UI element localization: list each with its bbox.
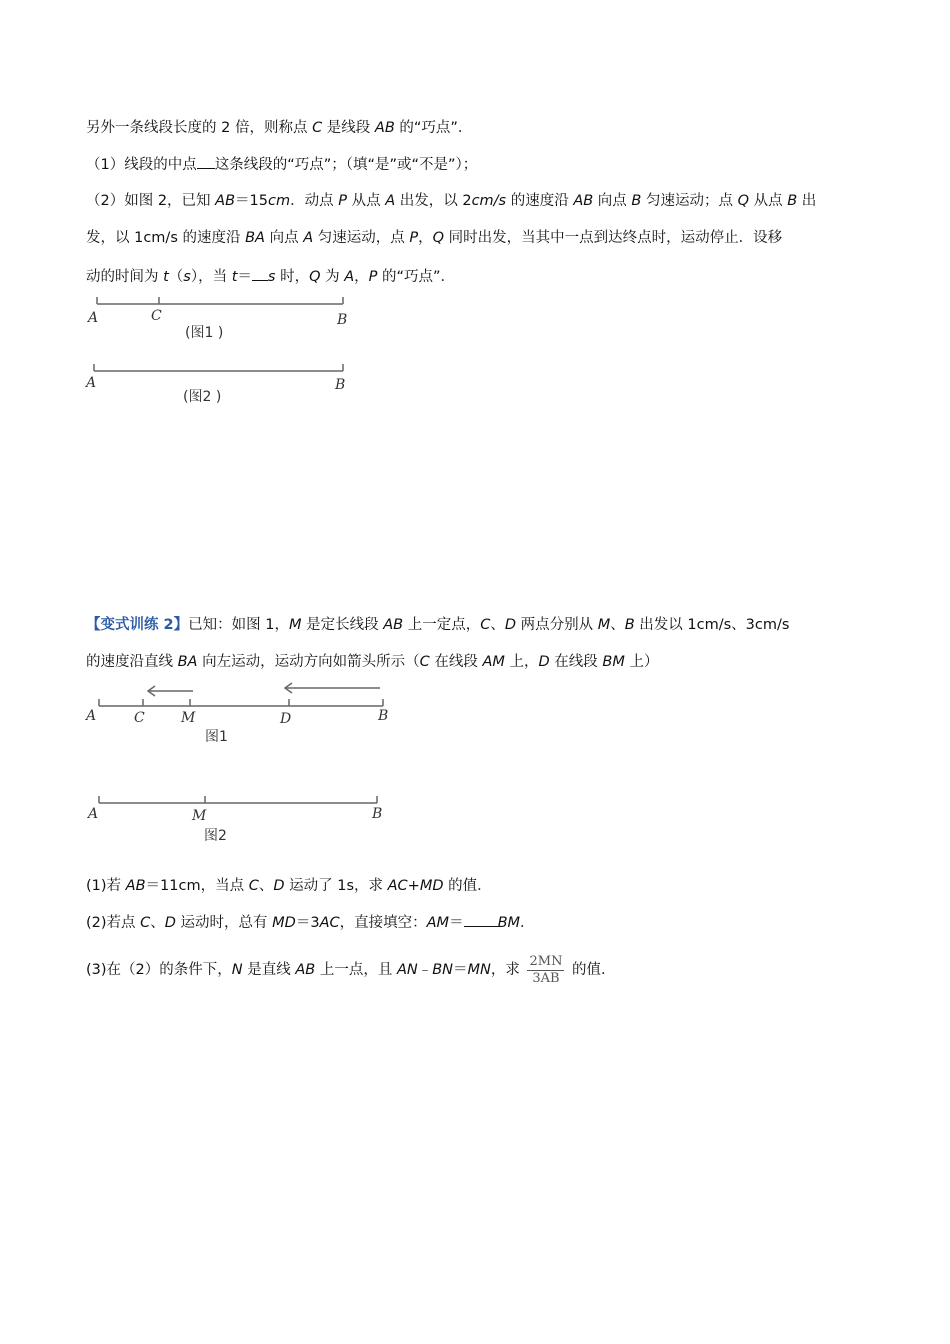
text: 的值． [443, 878, 492, 894]
label-b: B [372, 806, 383, 822]
label-m: M [192, 808, 207, 824]
text: 在线段 [429, 654, 483, 670]
text: (3)在（2）的条件下， [86, 962, 232, 978]
label-b: B [378, 708, 389, 724]
text: C [312, 120, 323, 136]
text: 运动时，总有 [175, 915, 273, 931]
text: ，直接填空： [339, 915, 427, 931]
text: cm/s [471, 193, 507, 209]
label-a: A [86, 375, 97, 391]
text: 已知：如图 1， [188, 617, 289, 633]
text: MD [419, 878, 444, 894]
text: s [183, 269, 191, 285]
text: B [787, 193, 798, 209]
text: A [303, 230, 314, 246]
text: （ [168, 269, 184, 285]
text: ， [418, 230, 433, 246]
text: ． [520, 915, 535, 931]
text: 从点 [749, 193, 788, 209]
text: + [407, 878, 420, 894]
text: AM [426, 915, 450, 931]
text: A [385, 193, 396, 209]
figure-caption: (图1 ) [185, 325, 224, 341]
exercise-heading-line [86, 615, 789, 635]
label-a: A [88, 806, 99, 822]
figure-1-bottom [99, 683, 383, 706]
text: ＝11cm，当点 [145, 878, 249, 894]
text: 上一定点， [403, 617, 481, 633]
label-c: C [151, 308, 162, 324]
text: D [504, 617, 516, 633]
label-b: B [335, 377, 346, 393]
text: P [338, 193, 347, 209]
text: 、 [490, 617, 505, 633]
text: 在线段 [549, 654, 603, 670]
fraction-numerator: 2MN [529, 953, 563, 969]
figure-caption: (图2 ) [183, 389, 222, 405]
text: AC [387, 878, 408, 894]
text: （1）线段的中点 [86, 157, 197, 173]
text: 是线段 [322, 120, 375, 136]
text: ．动点 [290, 193, 339, 209]
text: C [419, 654, 430, 670]
text: 匀速运动；点 [641, 193, 738, 209]
text: BM [497, 915, 521, 931]
text: ＝ [449, 915, 464, 931]
text: MD [272, 915, 296, 931]
text: C [140, 915, 151, 931]
text: 、 [610, 617, 625, 633]
text: AB [125, 878, 146, 894]
text: 同时出发，当其中一点到达终点时，运动停止．设移 [444, 230, 783, 246]
text: AN [396, 962, 418, 978]
label-a: A [88, 310, 99, 326]
text: 的速度沿 [506, 193, 574, 209]
text: B [624, 617, 635, 633]
text: （2）如图 2，已知 [86, 193, 216, 209]
text: MN [467, 962, 491, 978]
text: 上） [624, 654, 659, 670]
text: 上， [504, 654, 539, 670]
text: D [164, 915, 176, 931]
text: A [344, 269, 355, 285]
text: 向左运动，运动方向如箭头所示（ [197, 654, 420, 670]
text: AB [573, 193, 594, 209]
text: t [231, 269, 238, 285]
text: D [273, 878, 285, 894]
text: 为 [320, 269, 345, 285]
text: 的值． [567, 962, 616, 978]
text: AC [319, 915, 340, 931]
text: 的速度沿直线 [86, 654, 178, 670]
text: ＝ [237, 269, 252, 285]
text: BM [602, 654, 625, 670]
text: C [248, 878, 259, 894]
text: (2)若点 [86, 915, 141, 931]
text: BA [177, 654, 198, 670]
fraction-denominator: 3AB [532, 970, 560, 986]
label-c: C [134, 710, 145, 726]
text: 向点 [593, 193, 632, 209]
exercise-title: 【变式训练 2】 [86, 617, 189, 633]
text: Q [309, 269, 321, 285]
question-1 [86, 876, 492, 896]
question-3 [86, 952, 616, 988]
figure-2-top [94, 364, 343, 371]
text: ＝ [453, 962, 468, 978]
text: s [267, 269, 276, 285]
text: 是定长线段 [301, 617, 384, 633]
text: 从点 [346, 193, 386, 209]
text-line [86, 652, 658, 672]
text: 匀速运动，点 [313, 230, 410, 246]
text: 、 [258, 878, 274, 894]
text: 运动了 1s，求 [284, 878, 388, 894]
text: AB [374, 120, 395, 136]
text: AB [383, 617, 404, 633]
text: ， [354, 269, 369, 285]
text: 出 [797, 193, 817, 209]
text: (1)若 [86, 878, 126, 894]
text: 是直线 [242, 962, 296, 978]
answer-blank[interactable] [464, 912, 498, 927]
text: 动的时间为 [86, 269, 164, 285]
label-m: M [181, 710, 196, 726]
text: 发，以 1cm/s 的速度沿 [86, 230, 246, 246]
text: Q [737, 193, 750, 209]
text: ﹣ [417, 962, 433, 978]
text: t [163, 269, 169, 285]
text: BN [432, 962, 454, 978]
text: AB [295, 962, 316, 978]
text: 时， [275, 269, 310, 285]
text: 出发以 1cm/s、3cm/s [634, 617, 790, 633]
label-b: B [337, 312, 348, 328]
text: ＝3 [295, 915, 320, 931]
text: 的“巧点”． [377, 269, 456, 285]
figure-caption: 图2 [204, 828, 227, 844]
text: 另外一条线段长度的 2 倍，则称点 [86, 120, 313, 136]
text: ＝15 [235, 193, 268, 209]
text: 向点 [264, 230, 304, 246]
text: P [409, 230, 419, 246]
text: N [231, 962, 243, 978]
text: 出发，以 2 [395, 193, 472, 209]
label-d: D [280, 711, 292, 727]
text: 的“巧点”． [394, 120, 473, 136]
text: M [597, 617, 611, 633]
label-a: A [86, 708, 97, 724]
text: AB [215, 193, 236, 209]
text: 、 [150, 915, 165, 931]
text: B [631, 193, 642, 209]
text: cm [268, 193, 291, 209]
text: M [288, 617, 302, 633]
fraction [527, 954, 564, 987]
figure-2-bottom [99, 796, 377, 803]
text: D [538, 654, 550, 670]
text: 两点分别从 [516, 617, 598, 633]
text: P [368, 269, 378, 285]
text: C [480, 617, 491, 633]
question-2 [86, 912, 535, 933]
figure-1-top [97, 297, 343, 304]
text: 上一点，且 [315, 962, 397, 978]
figure-caption: 图1 [205, 729, 228, 745]
text: 这条线段的“巧点”；（填“是”或“不是”）； [214, 157, 478, 173]
text: AM [482, 654, 505, 670]
text: BA [245, 230, 265, 246]
text: Q [432, 230, 444, 246]
text: ），当 [190, 269, 232, 285]
text: ，求 [490, 962, 525, 978]
